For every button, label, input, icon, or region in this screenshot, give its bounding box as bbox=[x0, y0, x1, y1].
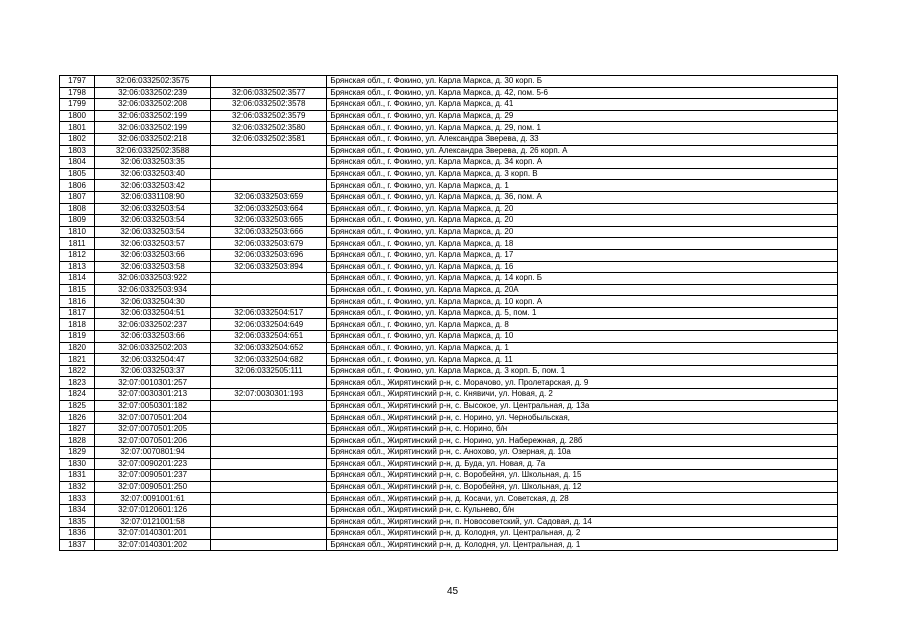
row-number-cell: 1830 bbox=[60, 458, 95, 470]
table-row bbox=[60, 168, 838, 180]
object-cadastral-number-cell bbox=[211, 377, 327, 389]
object-cadastral-number-cell bbox=[211, 145, 327, 157]
table-row bbox=[60, 307, 838, 319]
cadastral-number-cell: 32:06:0332504:30 bbox=[95, 296, 211, 308]
table-row bbox=[60, 342, 838, 354]
table-row bbox=[60, 354, 838, 366]
row-number-cell: 1823 bbox=[60, 377, 95, 389]
object-cadastral-number-cell bbox=[211, 458, 327, 470]
cadastral-number-cell: 32:06:0332503:54 bbox=[95, 215, 211, 227]
row-number-cell: 1815 bbox=[60, 284, 95, 296]
cadastral-number-cell: 32:06:0332502:3575 bbox=[95, 76, 211, 88]
object-cadastral-number-cell: 32:06:0332503:664 bbox=[211, 203, 327, 215]
row-number-cell: 1833 bbox=[60, 493, 95, 505]
object-cadastral-number-cell bbox=[211, 168, 327, 180]
address-cell: Брянская обл., г. Фокино, ул. Карла Маркса, д. 29, пом. 1 bbox=[327, 122, 838, 134]
row-number-cell: 1808 bbox=[60, 203, 95, 215]
object-cadastral-number-cell bbox=[211, 516, 327, 528]
row-number-cell: 1801 bbox=[60, 122, 95, 134]
address-cell: Брянская обл., г. Фокино, ул. Карла Маркса, д. 17 bbox=[327, 249, 838, 261]
table-row bbox=[60, 400, 838, 412]
table-row bbox=[60, 389, 838, 401]
table-row bbox=[60, 331, 838, 343]
table-row bbox=[60, 447, 838, 459]
address-cell: Брянская обл., Жирятинский р-н, с. Анохово, ул. Озерная, д. 10а bbox=[327, 447, 838, 459]
row-number-cell: 1836 bbox=[60, 528, 95, 540]
address-cell: Брянская обл., Жирятинский р-н, д. Колодня, ул. Центральная, д. 1 bbox=[327, 539, 838, 551]
table-row bbox=[60, 458, 838, 470]
object-cadastral-number-cell: 32:06:0332503:659 bbox=[211, 191, 327, 203]
object-cadastral-number-cell: 32:06:0332503:679 bbox=[211, 238, 327, 250]
table-row bbox=[60, 157, 838, 169]
object-cadastral-number-cell: 32:06:0332504:682 bbox=[211, 354, 327, 366]
object-cadastral-number-cell bbox=[211, 157, 327, 169]
cadastral-number-cell: 32:07:0091001:61 bbox=[95, 493, 211, 505]
cadastral-number-cell: 32:07:0120601:126 bbox=[95, 504, 211, 516]
object-cadastral-number-cell bbox=[211, 435, 327, 447]
row-number-cell: 1800 bbox=[60, 110, 95, 122]
object-cadastral-number-cell: 32:06:0332502:3578 bbox=[211, 99, 327, 111]
row-number-cell: 1814 bbox=[60, 273, 95, 285]
row-number-cell: 1822 bbox=[60, 365, 95, 377]
object-cadastral-number-cell bbox=[211, 412, 327, 424]
object-cadastral-number-cell bbox=[211, 400, 327, 412]
object-cadastral-number-cell: 32:06:0332505:111 bbox=[211, 365, 327, 377]
table-row bbox=[60, 539, 838, 551]
table-row bbox=[60, 284, 838, 296]
address-cell: Брянская обл., г. Фокино, ул. Карла Маркса, д. 1 bbox=[327, 180, 838, 192]
table-row bbox=[60, 423, 838, 435]
object-cadastral-number-cell: 32:06:0332503:696 bbox=[211, 249, 327, 261]
address-cell: Брянская обл., г. Фокино, ул. Карла Маркса, д. 8 bbox=[327, 319, 838, 331]
row-number-cell: 1806 bbox=[60, 180, 95, 192]
address-cell: Брянская обл., г. Фокино, ул. Карла Маркса, д. 18 bbox=[327, 238, 838, 250]
row-number-cell: 1831 bbox=[60, 470, 95, 482]
object-cadastral-number-cell: 32:06:0332504:517 bbox=[211, 307, 327, 319]
row-number-cell: 1804 bbox=[60, 157, 95, 169]
table-row bbox=[60, 481, 838, 493]
cadastral-number-cell: 32:06:0332502:237 bbox=[95, 319, 211, 331]
object-cadastral-number-cell: 32:06:0332502:3580 bbox=[211, 122, 327, 134]
address-cell: Брянская обл., Жирятинский р-н, с. Воробейня, ул. Школьная, д. 12 bbox=[327, 481, 838, 493]
table-row bbox=[60, 87, 838, 99]
address-cell: Брянская обл., г. Фокино, ул. Карла Маркса, д. 5, пом. 1 bbox=[327, 307, 838, 319]
table-row bbox=[60, 377, 838, 389]
cadastral-number-cell: 32:06:0332503:40 bbox=[95, 168, 211, 180]
object-cadastral-number-cell bbox=[211, 528, 327, 540]
row-number-cell: 1798 bbox=[60, 87, 95, 99]
row-number-cell: 1811 bbox=[60, 238, 95, 250]
address-cell: Брянская обл., г. Фокино, ул. Александра Зверева, д. 33 bbox=[327, 133, 838, 145]
row-number-cell: 1819 bbox=[60, 331, 95, 343]
address-cell: Брянская обл., г. Фокино, ул. Карла Маркса, д. 20 bbox=[327, 203, 838, 215]
object-cadastral-number-cell bbox=[211, 470, 327, 482]
cadastral-number-cell: 32:06:0332502:199 bbox=[95, 122, 211, 134]
object-cadastral-number-cell bbox=[211, 273, 327, 285]
address-cell: Брянская обл., Жирятинский р-н, д. Колодня, ул. Центральная, д. 2 bbox=[327, 528, 838, 540]
address-cell: Брянская обл., г. Фокино, ул. Карла Маркса, д. 36, пом. А bbox=[327, 191, 838, 203]
row-number-cell: 1809 bbox=[60, 215, 95, 227]
row-number-cell: 1825 bbox=[60, 400, 95, 412]
cadastral-number-cell: 32:07:0070501:205 bbox=[95, 423, 211, 435]
cadastral-number-cell: 32:06:0332503:66 bbox=[95, 331, 211, 343]
object-cadastral-number-cell bbox=[211, 481, 327, 493]
cadastral-number-cell: 32:07:0090201:223 bbox=[95, 458, 211, 470]
address-cell: Брянская обл., г. Фокино, ул. Карла Маркса, д. 20А bbox=[327, 284, 838, 296]
table-row bbox=[60, 180, 838, 192]
row-number-cell: 1828 bbox=[60, 435, 95, 447]
address-cell: Брянская обл., Жирятинский р-н, с. Норино, ул. Набережная, д. 28б bbox=[327, 435, 838, 447]
table-row bbox=[60, 435, 838, 447]
cadastral-number-cell: 32:06:0332503:37 bbox=[95, 365, 211, 377]
table-row bbox=[60, 110, 838, 122]
cadastral-number-cell: 32:06:0332503:934 bbox=[95, 284, 211, 296]
row-number-cell: 1827 bbox=[60, 423, 95, 435]
object-cadastral-number-cell: 32:06:0332502:3581 bbox=[211, 133, 327, 145]
object-cadastral-number-cell bbox=[211, 447, 327, 459]
row-number-cell: 1834 bbox=[60, 504, 95, 516]
cadastral-number-cell: 32:07:0140301:202 bbox=[95, 539, 211, 551]
object-cadastral-number-cell: 32:07:0030301:193 bbox=[211, 389, 327, 401]
row-number-cell: 1802 bbox=[60, 133, 95, 145]
row-number-cell: 1820 bbox=[60, 342, 95, 354]
address-cell: Брянская обл., г. Фокино, ул. Карла Маркса, д. 20 bbox=[327, 215, 838, 227]
row-number-cell: 1832 bbox=[60, 481, 95, 493]
cadastral-number-cell: 32:07:0030301:213 bbox=[95, 389, 211, 401]
object-cadastral-number-cell: 32:06:0332502:3577 bbox=[211, 87, 327, 99]
cadastral-number-cell: 32:07:0010301:257 bbox=[95, 377, 211, 389]
cadastral-number-cell: 32:07:0090501:250 bbox=[95, 481, 211, 493]
object-cadastral-number-cell bbox=[211, 180, 327, 192]
table-row bbox=[60, 261, 838, 273]
address-cell: Брянская обл., г. Фокино, ул. Карла Маркса, д. 10 корп. А bbox=[327, 296, 838, 308]
address-cell: Брянская обл., г. Фокино, ул. Карла Маркса, д. 34 корп. А bbox=[327, 157, 838, 169]
object-cadastral-number-cell: 32:06:0332504:651 bbox=[211, 331, 327, 343]
address-cell: Брянская обл., Жирятинский р-н, с. Высокое, ул. Центральная, д. 13а bbox=[327, 400, 838, 412]
table-row bbox=[60, 122, 838, 134]
object-cadastral-number-cell bbox=[211, 504, 327, 516]
table-row bbox=[60, 493, 838, 505]
table-row bbox=[60, 470, 838, 482]
table-row bbox=[60, 99, 838, 111]
table-row bbox=[60, 145, 838, 157]
address-cell: Брянская обл., г. Фокино, ул. Карла Маркса, д. 16 bbox=[327, 261, 838, 273]
object-cadastral-number-cell bbox=[211, 423, 327, 435]
cadastral-number-cell: 32:06:0332502:218 bbox=[95, 133, 211, 145]
cadastral-number-cell: 32:06:0332502:239 bbox=[95, 87, 211, 99]
table-row bbox=[60, 516, 838, 528]
table-row bbox=[60, 133, 838, 145]
object-cadastral-number-cell: 32:06:0332504:652 bbox=[211, 342, 327, 354]
table-row bbox=[60, 365, 838, 377]
row-number-cell: 1816 bbox=[60, 296, 95, 308]
table-row bbox=[60, 76, 838, 88]
cadastral-number-cell: 32:06:0332503:35 bbox=[95, 157, 211, 169]
cadastral-number-cell: 32:06:0332503:57 bbox=[95, 238, 211, 250]
address-cell: Брянская обл., г. Фокино, ул. Карла Маркса, д. 29 bbox=[327, 110, 838, 122]
cadastral-number-cell: 32:06:0332502:208 bbox=[95, 99, 211, 111]
address-cell: Брянская обл., Жирятинский р-н, п. Новосоветский, ул. Садовая, д. 14 bbox=[327, 516, 838, 528]
table-row bbox=[60, 528, 838, 540]
cadastral-number-cell: 32:07:0140301:201 bbox=[95, 528, 211, 540]
cadastral-number-cell: 32:06:0332503:42 bbox=[95, 180, 211, 192]
address-cell: Брянская обл., г. Фокино, ул. Карла Маркса, д. 41 bbox=[327, 99, 838, 111]
address-cell: Брянская обл., г. Фокино, ул. Карла Маркса, д. 3 корп. Б, пом. 1 bbox=[327, 365, 838, 377]
object-cadastral-number-cell: 32:06:0332504:649 bbox=[211, 319, 327, 331]
address-cell: Брянская обл., г. Фокино, ул. Карла Маркса, д. 1 bbox=[327, 342, 838, 354]
registry-table bbox=[59, 75, 838, 551]
page-number: 45 bbox=[446, 586, 459, 597]
object-cadastral-number-cell: 32:06:0332503:666 bbox=[211, 226, 327, 238]
row-number-cell: 1829 bbox=[60, 447, 95, 459]
address-cell: Брянская обл., г. Фокино, ул. Александра Зверева, д. 26 корп. А bbox=[327, 145, 838, 157]
address-cell: Брянская обл., Жирятинский р-н, с. Норино, б/н bbox=[327, 423, 838, 435]
cadastral-number-cell: 32:07:0070801:94 bbox=[95, 447, 211, 459]
cadastral-number-cell: 32:06:0332503:66 bbox=[95, 249, 211, 261]
cadastral-number-cell: 32:06:0332503:922 bbox=[95, 273, 211, 285]
address-cell: Брянская обл., Жирятинский р-н, с. Норино, ул. Чернобыльская, bbox=[327, 412, 838, 424]
address-cell: Брянская обл., г. Фокино, ул. Карла Маркса, д. 3 корп. В bbox=[327, 168, 838, 180]
object-cadastral-number-cell: 32:06:0332502:3579 bbox=[211, 110, 327, 122]
address-cell: Брянская обл., г. Фокино, ул. Карла Маркса, д. 11 bbox=[327, 354, 838, 366]
cadastral-number-cell: 32:06:0332504:51 bbox=[95, 307, 211, 319]
address-cell: Брянская обл., г. Фокино, ул. Карла Маркса, д. 30 корп. Б bbox=[327, 76, 838, 88]
row-number-cell: 1803 bbox=[60, 145, 95, 157]
row-number-cell: 1824 bbox=[60, 389, 95, 401]
row-number-cell: 1799 bbox=[60, 99, 95, 111]
cadastral-number-cell: 32:06:0332502:199 bbox=[95, 110, 211, 122]
table-row bbox=[60, 226, 838, 238]
address-cell: Брянская обл., Жирятинский р-н, д. Косачи, ул. Советская, д. 28 bbox=[327, 493, 838, 505]
row-number-cell: 1818 bbox=[60, 319, 95, 331]
row-number-cell: 1835 bbox=[60, 516, 95, 528]
address-cell: Брянская обл., Жирятинский р-н, с. Морачово, ул. Пролетарская, д. 9 bbox=[327, 377, 838, 389]
object-cadastral-number-cell bbox=[211, 539, 327, 551]
row-number-cell: 1805 bbox=[60, 168, 95, 180]
cadastral-number-cell: 32:06:0332502:203 bbox=[95, 342, 211, 354]
cadastral-number-cell: 32:06:0332504:47 bbox=[95, 354, 211, 366]
row-number-cell: 1807 bbox=[60, 191, 95, 203]
object-cadastral-number-cell bbox=[211, 284, 327, 296]
table-row bbox=[60, 273, 838, 285]
cadastral-number-cell: 32:06:0331108:90 bbox=[95, 191, 211, 203]
address-cell: Брянская обл., г. Фокино, ул. Карла Маркса, д. 42, пом. 5-6 bbox=[327, 87, 838, 99]
row-number-cell: 1826 bbox=[60, 412, 95, 424]
table-row bbox=[60, 238, 838, 250]
row-number-cell: 1813 bbox=[60, 261, 95, 273]
cadastral-number-cell: 32:06:0332503:58 bbox=[95, 261, 211, 273]
address-cell: Брянская обл., Жирятинский р-н, с. Воробейня, ул. Школьная, д. 15 bbox=[327, 470, 838, 482]
row-number-cell: 1812 bbox=[60, 249, 95, 261]
table-row bbox=[60, 203, 838, 215]
table-row bbox=[60, 412, 838, 424]
registry-table-body bbox=[60, 76, 838, 551]
address-cell: Брянская обл., г. Фокино, ул. Карла Маркса, д. 20 bbox=[327, 226, 838, 238]
table-row bbox=[60, 191, 838, 203]
address-cell: Брянская обл., Жирятинский р-н, с. Княвичи, ул. Новая, д. 2 bbox=[327, 389, 838, 401]
object-cadastral-number-cell bbox=[211, 76, 327, 88]
address-cell: Брянская обл., Жирятинский р-н, с. Кульнево, б/н bbox=[327, 504, 838, 516]
address-cell: Брянская обл., г. Фокино, ул. Карла Маркса, д. 14 корп. Б bbox=[327, 273, 838, 285]
row-number-cell: 1837 bbox=[60, 539, 95, 551]
cadastral-number-cell: 32:07:0121001:58 bbox=[95, 516, 211, 528]
table-row bbox=[60, 296, 838, 308]
cadastral-number-cell: 32:06:0332503:54 bbox=[95, 203, 211, 215]
cadastral-number-cell: 32:06:0332503:54 bbox=[95, 226, 211, 238]
table-row bbox=[60, 215, 838, 227]
cadastral-number-cell: 32:07:0070501:204 bbox=[95, 412, 211, 424]
row-number-cell: 1810 bbox=[60, 226, 95, 238]
table-row bbox=[60, 504, 838, 516]
object-cadastral-number-cell: 32:06:0332503:665 bbox=[211, 215, 327, 227]
cadastral-number-cell: 32:07:0090501:237 bbox=[95, 470, 211, 482]
cadastral-number-cell: 32:07:0050301:182 bbox=[95, 400, 211, 412]
cadastral-number-cell: 32:07:0070501:206 bbox=[95, 435, 211, 447]
row-number-cell: 1817 bbox=[60, 307, 95, 319]
cadastral-number-cell: 32:06:0332502:3588 bbox=[95, 145, 211, 157]
table-row bbox=[60, 319, 838, 331]
object-cadastral-number-cell bbox=[211, 493, 327, 505]
row-number-cell: 1821 bbox=[60, 354, 95, 366]
table-row bbox=[60, 249, 838, 261]
address-cell: Брянская обл., г. Фокино, ул. Карла Маркса, д. 10 bbox=[327, 331, 838, 343]
object-cadastral-number-cell bbox=[211, 296, 327, 308]
row-number-cell: 1797 bbox=[60, 76, 95, 88]
address-cell: Брянская обл., Жирятинский р-н, д. Буда, ул. Новая, д. 7а bbox=[327, 458, 838, 470]
object-cadastral-number-cell: 32:06:0332503:894 bbox=[211, 261, 327, 273]
